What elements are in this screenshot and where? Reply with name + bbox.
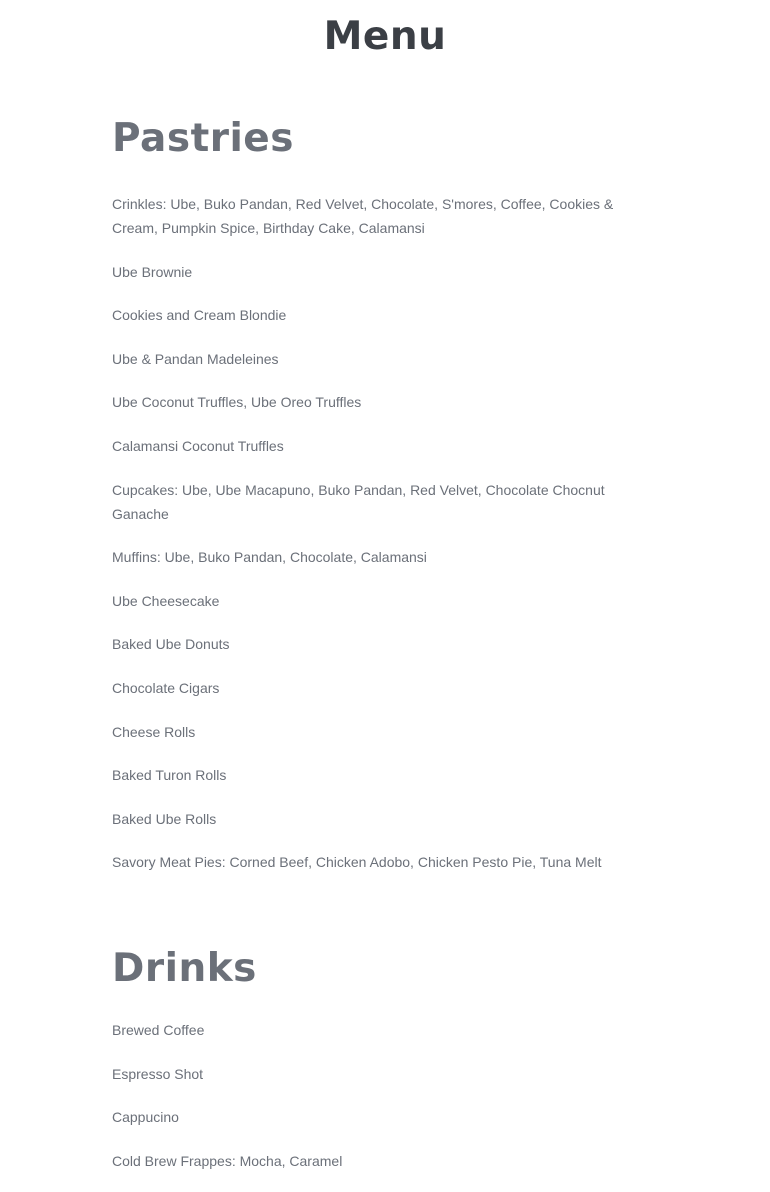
menu-item: Baked Ube Donuts	[112, 636, 230, 653]
menu-item: Ube & Pandan Madeleines	[112, 350, 279, 367]
menu-item: Cheese Rolls	[112, 723, 196, 740]
menu-item: Ube Coconut Truffles, Ube Oreo Truffles	[112, 394, 362, 411]
menu-item: Cupcakes: Ube, Ube Macapuno, Buko Pandan, Red Velvet, Chocolate Chocnut Ganache	[112, 481, 605, 522]
menu-item: Espresso Shot	[112, 1065, 204, 1082]
menu-item: Baked Ube Rolls	[112, 810, 217, 827]
menu-item: Chocolate Cigars	[112, 679, 220, 696]
section-title-pastries: Pastries	[112, 116, 294, 161]
section-drinks	[112, 946, 652, 1192]
menu-item: Brewed Coffee	[112, 1022, 205, 1038]
menu-item: Cappucino	[112, 1109, 179, 1126]
menu-item: Cookies and Cream Blondie	[112, 307, 287, 324]
pastries-list	[112, 192, 652, 874]
menu-item: Baked Turon Rolls	[112, 767, 227, 784]
page-title: Menu	[323, 14, 447, 59]
drinks-list	[112, 1018, 652, 1173]
menu-item: Ube Brownie	[112, 263, 193, 280]
section-pastries	[112, 116, 652, 894]
section-title-drinks: Drinks	[112, 946, 257, 991]
menu-item: Calamansi Coconut Truffles	[112, 437, 284, 454]
menu-item: Muffins: Ube, Buko Pandan, Chocolate, Calamansi	[112, 549, 427, 566]
menu-item: Crinkles: Ube, Buko Pandan, Red Velvet, Chocolate, S'mores, Coffee, Cookies & Cream, Pumpkin Spice, Birthday Cake, Calamansi	[112, 196, 614, 236]
menu-item: Cold Brew Frappes: Mocha, Caramel	[112, 1152, 343, 1169]
menu-item: Ube Cheesecake	[112, 592, 220, 609]
menu-item: Savory Meat Pies: Corned Beef, Chicken Adobo, Chicken Pesto Pie, Tuna Melt	[112, 854, 602, 871]
